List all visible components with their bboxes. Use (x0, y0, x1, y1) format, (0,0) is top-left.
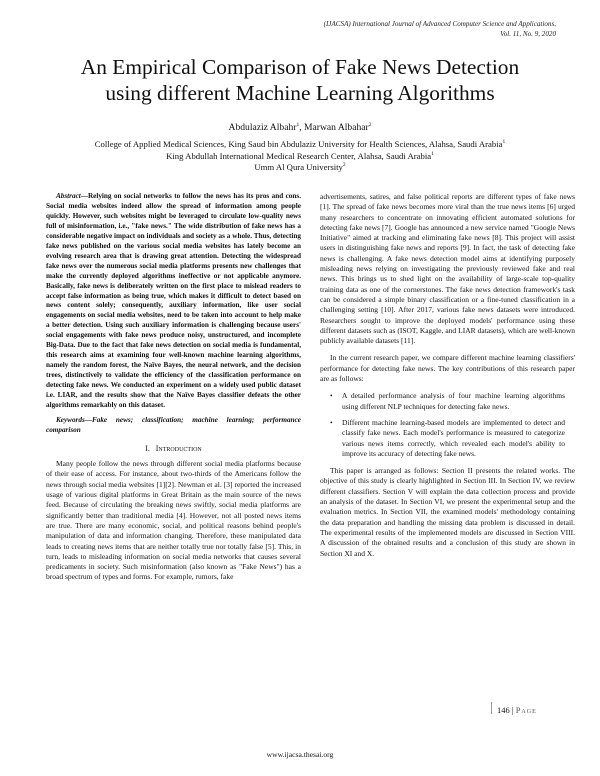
section-number: I. (145, 443, 150, 453)
affiliation-1-sup: 1 (502, 139, 506, 145)
journal-header-line2: Vol. 11, No. 9, 2020 (500, 29, 556, 38)
abstract-label: Abstract (56, 192, 81, 200)
affiliation-3-sup: 2 (342, 162, 346, 169)
paper-title-line1: An Empirical Comparison of Fake News Detection (80, 55, 520, 79)
paper-title (20, 54, 580, 106)
author-list (20, 122, 580, 133)
affiliation-2-text: King Abdullah International Medical Research Center, Alahsa, Saudi Arabia (166, 150, 432, 161)
intro-paragraph-1: Many people follow the news through different social media platforms because of their ease of access. For instance, about two-thirds of the Americans follow the news through social media websites [1][2]. Newman et al. [3] reported the increased usage of various digital platforms in Great Britain as the main source of the news feed. Because of circulating the breaking news swiftly, social media platforms are significantly better than traditional media [4]. However, not all posted news items are true. There are many economic, social, and political reasons behind people's manipulation of data and information changing. Therefore, these manipulated data leads to creating news items that are neither totally true nor totally false [5]. This, in turn, leads to misleading information on social media networks that causes several predicaments in society. Such misinformation (also known as "Fake News") has a broad spectrum of types and forms. For example, rumors, fake (46, 459, 301, 582)
author-1: Abdulaziz Albahr (228, 122, 297, 133)
list-item (320, 418, 575, 459)
keywords-text: —Fake news; classification; machine learning; performance comparison (46, 415, 301, 434)
list-item-text: Different machine learning-based models are implemented to detect and classify fake news. Each model's performance is measured to categorize various news items correctly, which revealed each model's ability to improve its accuracy of detecting fake news. (342, 417, 565, 458)
list-item (320, 391, 575, 412)
left-column (46, 192, 301, 583)
journal-header (324, 20, 556, 39)
affiliations (20, 139, 580, 174)
keywords (46, 416, 301, 436)
author-2: Marwan Albahar (304, 122, 369, 133)
affiliation-2-sup: 1 (431, 150, 434, 157)
affiliation-1-text: College of Applied Medical Sciences, King Saud bin Abdulaziz University for Health Sciences, Alahsa, Saudi Arabia (94, 139, 503, 149)
author-2-affil: 2 (368, 122, 372, 128)
list-item-text: A detailed performance analysis of four machine learning algorithms using different NLP techniques for detecting fake news. (342, 391, 565, 411)
intro-paragraph-2: In the current research paper, we compare different machine learning classifiers' performance for detecting fake news. The key contributions of this research paper are as follows: (320, 353, 575, 384)
page-number-label: Page (515, 705, 537, 715)
abstract (46, 192, 301, 411)
author-separator: , (299, 122, 304, 133)
footer-url[interactable]: www.ijacsa.thesai.org (266, 750, 334, 759)
intro-paragraph-3: This paper is arranged as follows: Section II presents the related works. The objective of this study is clearly highlighted in Section III. In Section IV, we review different classifiers. Section V will explain the data collection process and provide an analysis of the dataset. In Section VI, we present the experimental setup and the evaluation metrics. In Section VII, the examined models' methodology containing the data preparation and handling the missing data problem is discussed in detail. The experimental results of the implemented models are discussed in Section VIII. A discussion of the obtained results and a conclusion of this study are shown in Section XI and X. (320, 466, 575, 558)
right-column (320, 192, 575, 559)
keywords-label: Keywords (56, 415, 85, 424)
bullet-icon: • (330, 417, 333, 427)
intro-paragraph-continued: advertisements, satires, and false political reports are different types of fake news [1]. The spread of fake news becomes more viral than the true news items [6] urged many researchers to concentrate on innovating efficient automated solutions for detecting fake news [7]. Google has announced a new service named "Google News Initiative" aimed at tracking and eliminating fake news [8]. This project will assist users in distinguishing fake news and reports [9]. In fact, the task of detecting fake news is challenging. A fake news detection model aims at identifying purposely misleading news relying on investigating the previously reviewed fake and real news. This brings us to shed light on the availability of large-scale top-quality training data as one of the cornerstones. The fake news detection framework's task can be considered a simple binary classification or a fine-tuned classification in a challenging setting [10]. After 2017, various fake news datasets were introduced. Researchers sought to improve the deployed models' performance using these different datasets such as (ISOT, Kaggle, and LIAR datasets), which are well-known publicly available datasets [11]. (320, 192, 575, 346)
section-heading-introduction (46, 444, 301, 454)
page-number-divider (491, 702, 492, 714)
affiliation-1 (20, 139, 580, 151)
page-number-separator: | (509, 705, 516, 715)
page-number (497, 705, 537, 715)
affiliation-3 (20, 162, 580, 174)
journal-header-line1: (IJACSA) International Journal of Advanced Computer Science and Applications, (323, 20, 556, 28)
paper-title-line2: using different Machine Learning Algorithms (105, 81, 495, 105)
section-title: Introduction (155, 443, 202, 453)
abstract-text: —Relying on social networks to follow the news has its pros and cons. Social media websites indeed allow the spread of information among people quickly. However, such websites might be leveraged to circulate low-quality news full of misinformation, i.e., "fake news." The wide distribution of fake news has a considerable negative impact on individuals and society as a whole. Thus, detecting fake news published on the various social media websites has lately become an evolving research area that is drawing great attention. Detecting the widespread fake news over the numerous social media platforms presents new challenges that make the currently deployed algorithms ineffective or not applicable anymore. Basically, fake news is deliberately written on the first place to mislead readers to accept false information as being true, which makes it difficult to detect based on news content solely; consequently, auxiliary information, like user social engagements on social media websites, need to be taken into account to help make a better detection. Using such auxiliary information is challenging because users' social engagements with fake news produce noisy, unstructured, and incomplete Big-Data. Due to the fact that fake news detection on social media is fundamental, this research aims at examining four well-known machine learning algorithms, namely the random forest, the Naïve Bayes, the neural network, and the decision trees, distinctively to validate the efficiency of the classification performance on detecting fake news. We conducted an experiment on a widely used public dataset i.e. LIAR, and the results show that the Naïve Bayes classifier defeats the other algorithms remarkably on this dataset. (46, 192, 301, 410)
affiliation-2 (20, 151, 580, 163)
page-number-value: 146 (497, 705, 510, 715)
author-1-affil: 1 (296, 122, 300, 128)
contributions-list (320, 391, 575, 459)
affiliation-3-text: Umm Al Qura University (254, 162, 343, 173)
bullet-icon: • (330, 391, 333, 401)
